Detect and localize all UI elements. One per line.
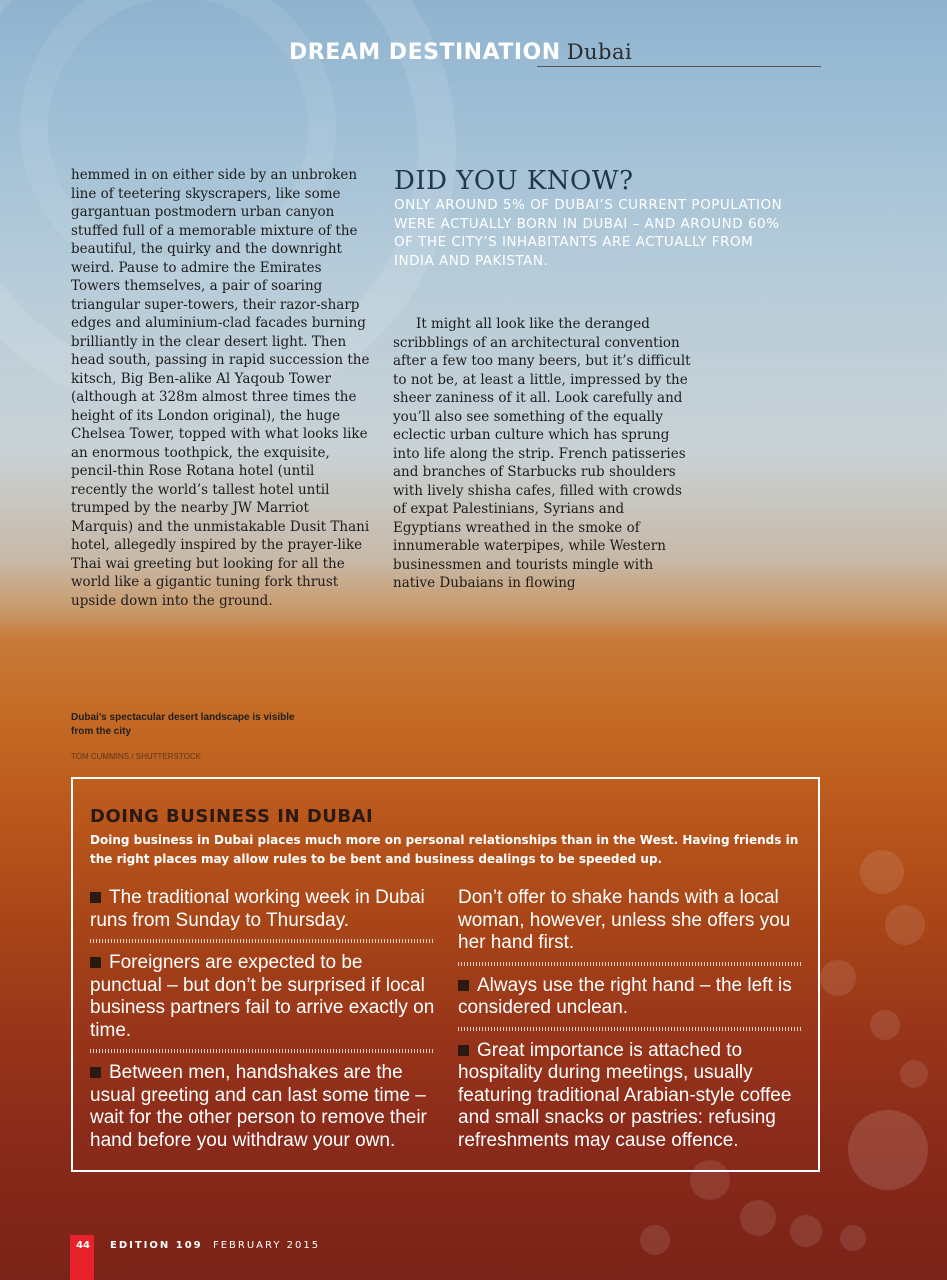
page-number: 44 xyxy=(76,1240,90,1251)
bullet-square-icon xyxy=(458,1045,469,1056)
business-bullet: The traditional working week in Dubai runs from Sunday to Thursday. xyxy=(90,887,435,943)
business-bullet: Always use the right hand – the left is considered unclean. xyxy=(458,975,803,1031)
bullet-square-icon xyxy=(90,957,101,968)
business-right-column xyxy=(458,887,803,1172)
section-name: DREAM DESTINATION xyxy=(289,40,561,65)
section-header xyxy=(289,40,632,65)
edition-date: FEBRUARY 2015 xyxy=(212,1240,321,1251)
business-intro: Doing business in Dubai places much more on personal relationships than in the West. Having friends in the right places may allow rules to be bent and business dealings to be speeded up. xyxy=(90,833,799,866)
article-right-column: It might all look like the deranged scribblings of an architectural convention after a few too many beers, but it’s difficult to not be, at least a little, impressed by the sheer zaniness of it all. Look carefully and you’ll also see something of the equally eclectic urban culture which has sprung into life along the strip. French patisseries and branches of Starbucks rub shoulders with lively shisha cafes, filled with crowds of expat Palestinians, Syrians and Egyptians wreathed in the smoke of innumerable waterpipes, while Western businessmen and tourists mingle with native Dubaians in flowing xyxy=(393,316,691,591)
business-bullet: Great importance is attached to hospitality during meetings, usually featuring traditional Arabian-style coffee and small snacks or pastries: refusing refreshments may cause offence. xyxy=(458,1039,792,1151)
did-you-know-title: DID YOU KNOW? xyxy=(394,166,634,196)
business-title: DOING BUSINESS IN DUBAI xyxy=(90,806,374,827)
did-you-know-body: ONLY AROUND 5% OF DUBAI’S CURRENT POPULATION WERE ACTUALLY BORN IN DUBAI – AND AROUND 60% OF THE CITY’S INHABITANTS ARE ACTUALLY FROM INDIA AND PAKISTAN. xyxy=(394,197,783,269)
business-bullet: Between men, handshakes are the usual greeting and can last some time – wait for the other person to remove their hand before you withdraw your own. xyxy=(90,1062,427,1151)
photo-caption: Dubai’s spectacular desert landscape is visible from the city xyxy=(71,712,295,737)
business-bullet: Foreigners are expected to be punctual – but don’t be surprised if local business partners fail to arrive exactly on time. xyxy=(90,952,435,1053)
business-bullet-continued: Don’t offer to shake hands with a local woman, however, unless she offers you her hand first. xyxy=(458,887,803,966)
bullet-square-icon xyxy=(90,892,101,903)
section-location: Dubai xyxy=(566,40,633,64)
photo-credit: TOM CUMMINS / SHUTTERSTOCK xyxy=(71,752,201,761)
header-divider xyxy=(537,66,821,67)
bullet-square-icon xyxy=(90,1067,101,1078)
article-left-column: hemmed in on either side by an unbroken line of teetering skyscrapers, like some gargantuan postmodern urban canyon stuffed full of a memorable mixture of the beautiful, the quirky and the downright weird. Pause to admire the Emirates Towers themselves, a pair of soaring triangular super-towers, their razor-sharp edges and aluminium-clad facades burning brilliantly in the clear desert light. Then head south, passing in rapid succession the kitsch, Big Ben-alike Al Yaqoub Tower (although at 328m almost three times the height of its London original), the huge Chelsea Tower, topped with what looks like an enormous toothpick, the exquisite, pencil-thin Rose Rotana hotel (until recently the world’s tallest hotel until trumped by the nearby JW Marriot Marquis) and the unmistakable Dusit Thani hotel, allegedly inspired by the prayer-like Thai wai greeting but looking for all the world like a gigantic tuning fork thrust upside down into the ground. xyxy=(71,167,370,609)
footer-edition xyxy=(110,1240,320,1251)
edition-label: EDITION 109 xyxy=(110,1240,203,1251)
bullet-square-icon xyxy=(458,980,469,991)
business-left-column xyxy=(90,887,435,1172)
